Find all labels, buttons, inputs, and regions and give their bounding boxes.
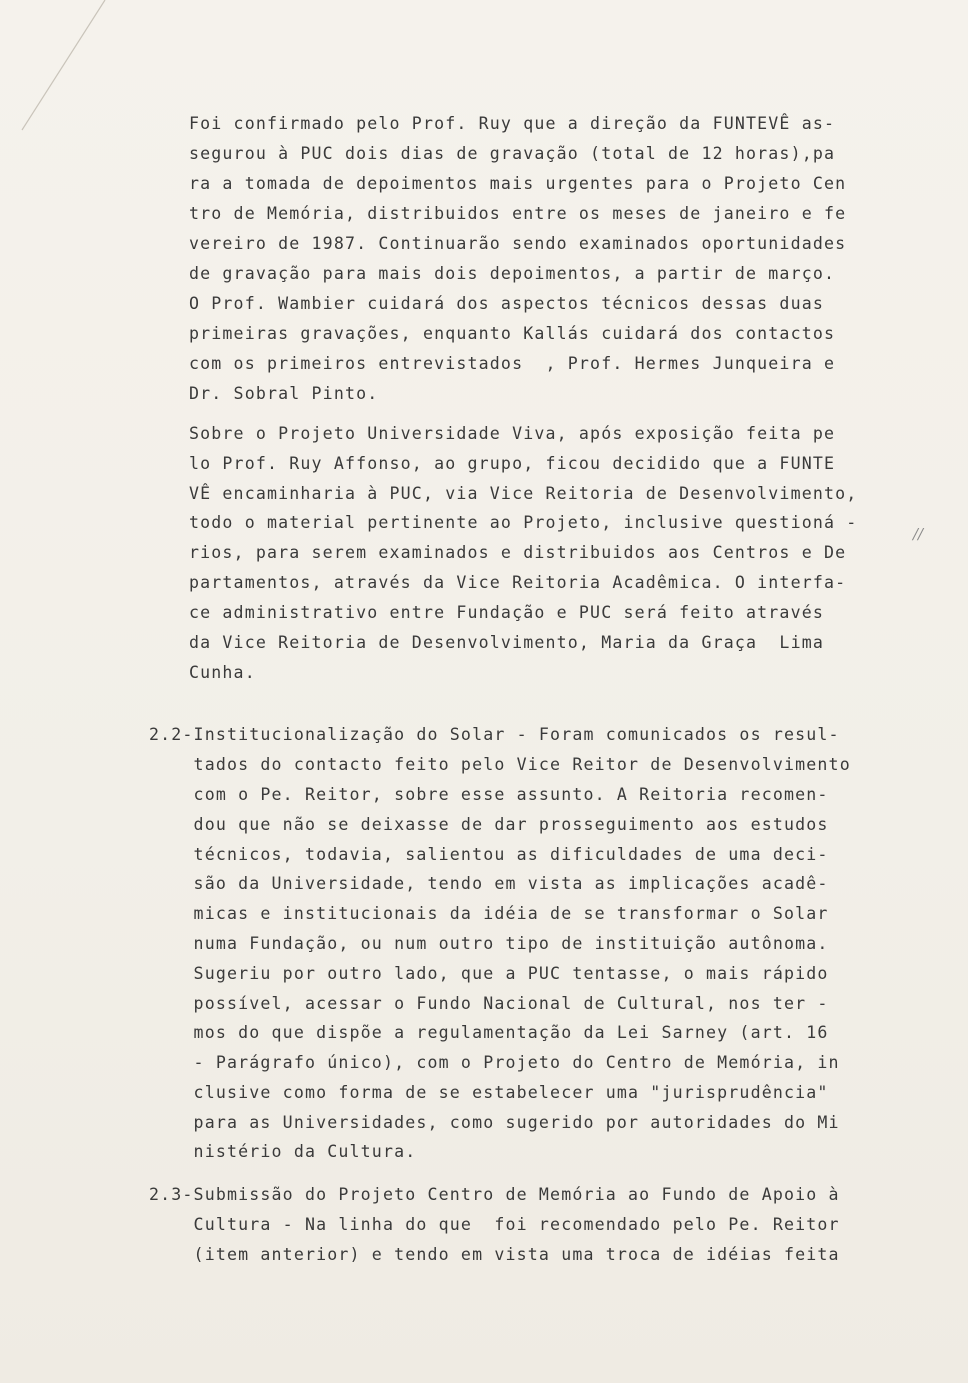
text-line: Dr. Sobral Pinto. <box>189 384 379 403</box>
text-line: 2.3-Submissão do Projeto Centro de Memória ao Fundo de Apoio à <box>149 1185 840 1204</box>
text-line: ce administrativo entre Fundação e PUC será feito através <box>189 603 824 622</box>
text-line: Cunha. <box>189 663 256 682</box>
text-line: técnicos, todavia, salientou as dificuldades de uma deci- <box>149 845 829 864</box>
text-line: Cultura - Na linha do que foi recomendado pelo Pe. Reitor <box>149 1215 840 1234</box>
text-line: de gravação para mais dois depoimentos, a partir de março. <box>189 264 836 283</box>
text-line: Sugeriu por outro lado, que a PUC tentasse, o mais rápido <box>149 964 829 983</box>
text-line: micas e institucionais da idéia de se transformar o Solar <box>149 904 829 923</box>
text-line: primeiras gravações, enquanto Kallás cuidará dos contactos <box>189 324 836 343</box>
text-line: todo o material pertinente ao Projeto, inclusive questioná - <box>189 513 858 532</box>
text-line: da Vice Reitoria de Desenvolvimento, Maria da Graça Lima <box>189 633 824 652</box>
text-line: Foi confirmado pelo Prof. Ruy que a direção da FUNTEVÊ as- <box>189 114 836 133</box>
text-line: Sobre o Projeto Universidade Viva, após exposição feita pe <box>189 424 836 443</box>
text-line: com os primeiros entrevistados , Prof. Hermes Junqueira e <box>189 354 836 373</box>
text-line: ra a tomada de depoimentos mais urgentes para o Projeto Cen <box>189 174 847 193</box>
text-line: (item anterior) e tendo em vista uma troca de idéias feita <box>149 1245 840 1264</box>
text-line: mos do que dispõe a regulamentação da Lei Sarney (art. 16 <box>149 1023 829 1042</box>
text-line: com o Pe. Reitor, sobre esse assunto. A Reitoria recomen- <box>149 785 829 804</box>
text-line: O Prof. Wambier cuidará dos aspectos técnicos dessas duas <box>189 294 824 313</box>
text-line: vereiro de 1987. Continuarão sendo examinados oportunidades <box>189 234 847 253</box>
text-line: tro de Memória, distribuidos entre os meses de janeiro e fe <box>189 204 847 223</box>
text-line: clusive como forma de se estabelecer uma "jurisprudência" <box>149 1083 829 1102</box>
text-line: dou que não se deixasse de dar prosseguimento aos estudos <box>149 815 829 834</box>
text-line: tados do contacto feito pelo Vice Reitor de Desenvolvimento <box>149 755 851 774</box>
text-line: são da Universidade, tendo em vista as implicações acadê- <box>149 874 829 893</box>
margin-mark: // <box>913 525 924 543</box>
text-line: lo Prof. Ruy Affonso, ao grupo, ficou decidido que a FUNTE <box>189 454 836 473</box>
text-line: VÊ encaminharia à PUC, via Vice Reitoria de Desenvolvimento, <box>189 484 858 503</box>
text-line: numa Fundação, ou num outro tipo de instituição autônoma. <box>149 934 829 953</box>
text-line: rios, para serem examinados e distribuidos aos Centros e De <box>189 543 847 562</box>
text-line: partamentos, através da Vice Reitoria Acadêmica. O interfa- <box>189 573 847 592</box>
text-line: - Parágrafo único), com o Projeto do Centro de Memória, in <box>149 1053 840 1072</box>
text-line: nistério da Cultura. <box>149 1142 417 1161</box>
text-line: segurou à PUC dois dias de gravação (total de 12 horas),pa <box>189 144 836 163</box>
text-line: 2.2-Institucionalização do Solar - Foram comunicados os resul- <box>149 725 840 744</box>
text-line: possível, acessar o Fundo Nacional de Cultural, nos ter - <box>149 994 829 1013</box>
text-line: para as Universidades, como sugerido por autoridades do Mi <box>149 1113 840 1132</box>
